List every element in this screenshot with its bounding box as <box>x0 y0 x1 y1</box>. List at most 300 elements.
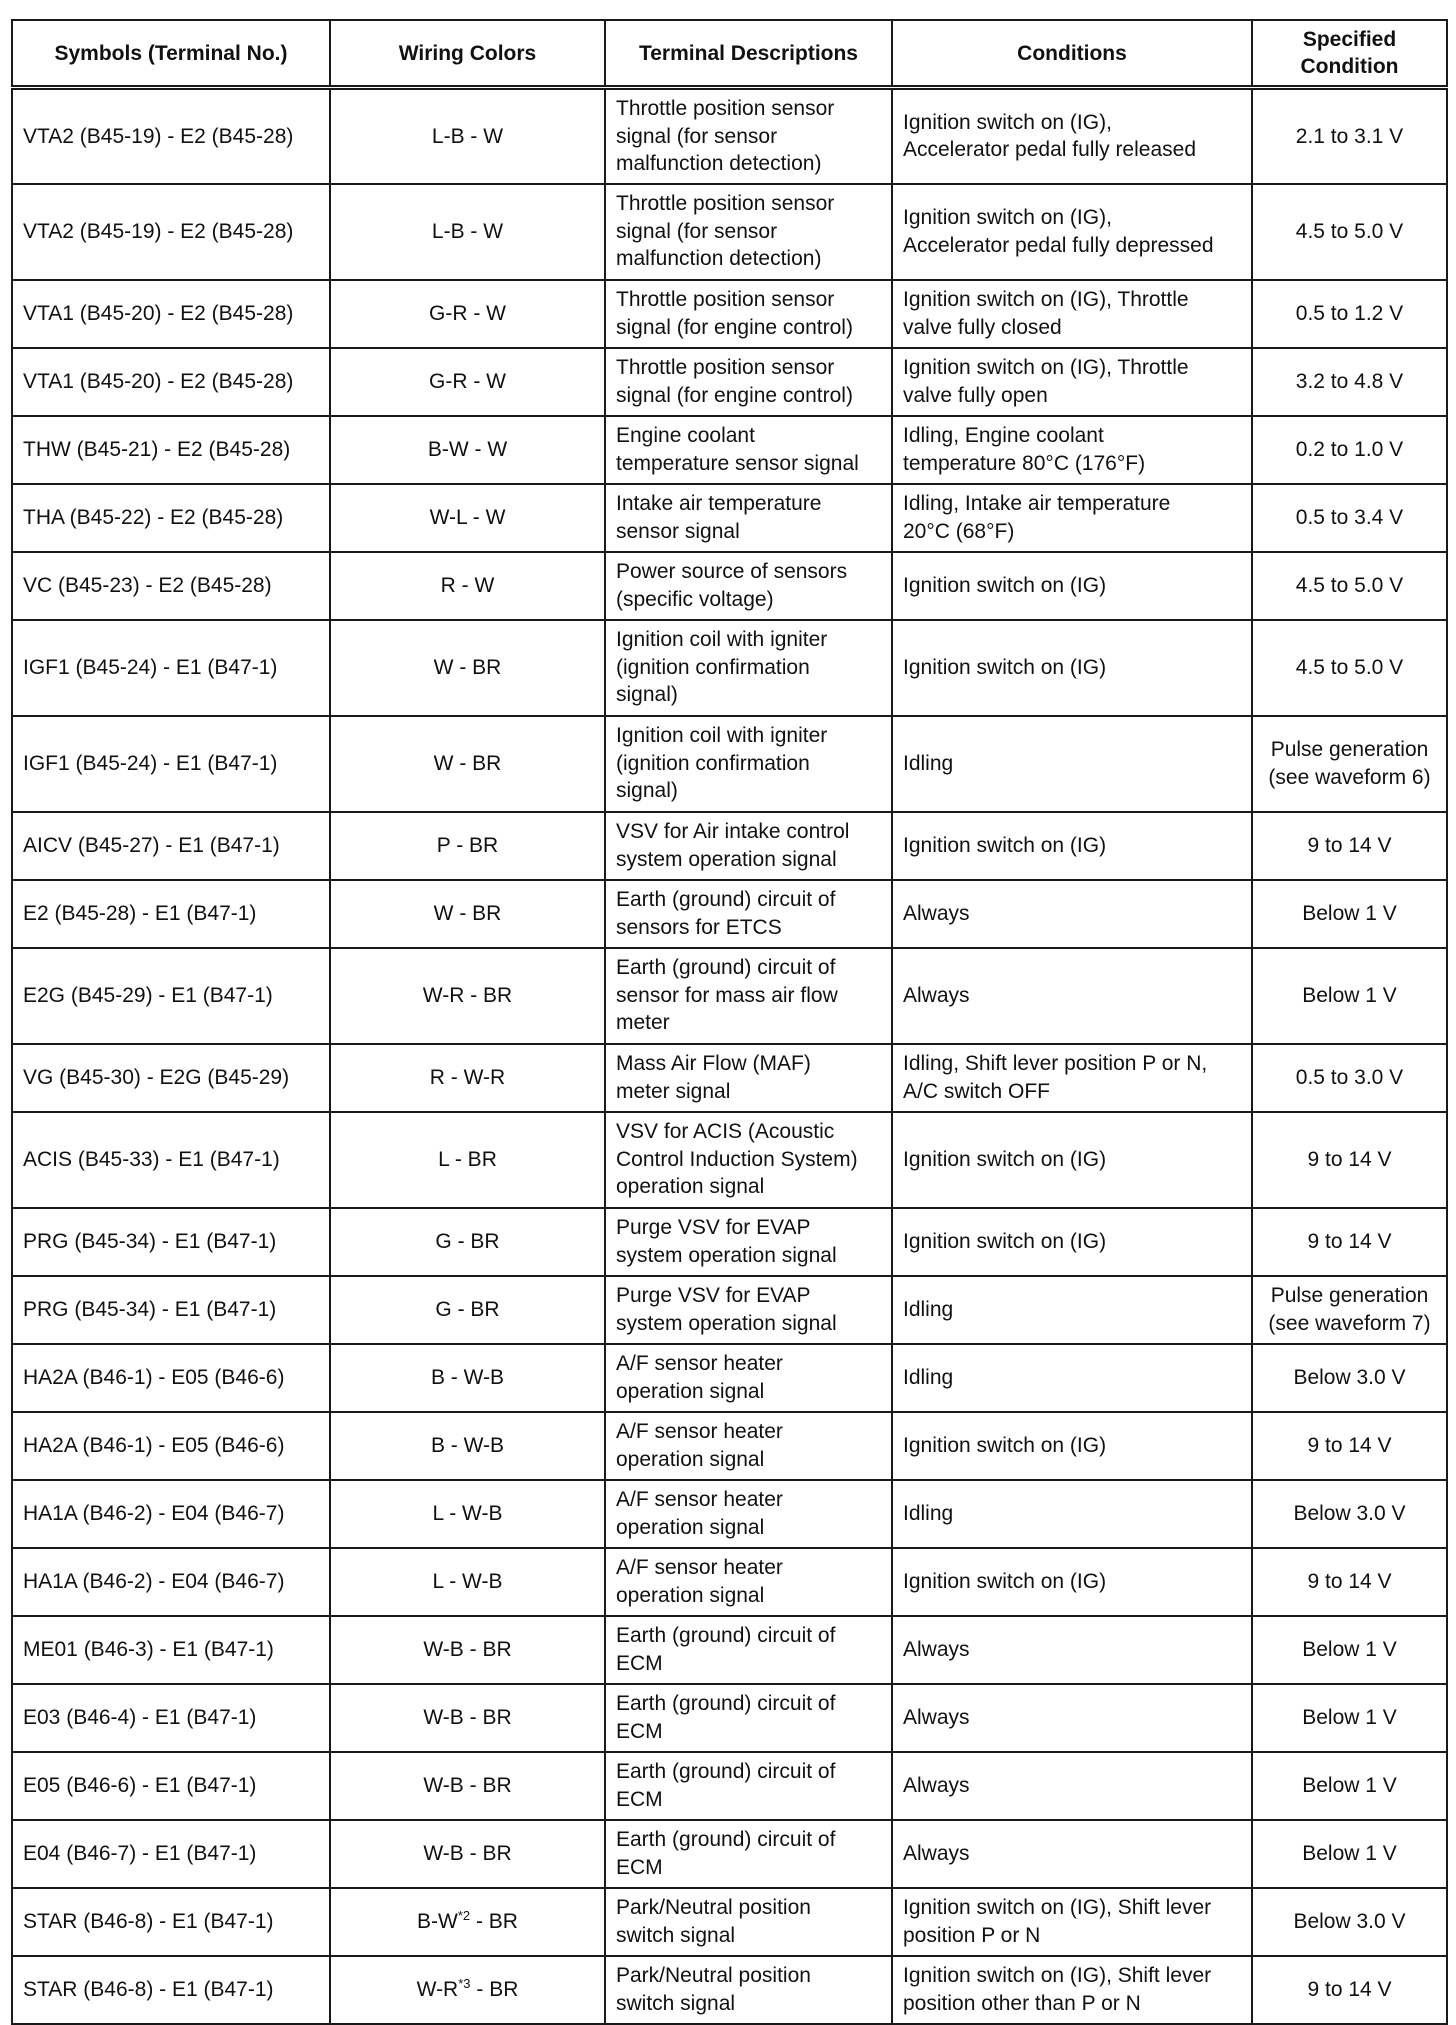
header-terminal-descriptions: Terminal Descriptions <box>605 20 892 88</box>
description-line: Park/Neutral position <box>616 1964 811 1987</box>
cell-condition <box>892 1752 1252 1820</box>
cell-wiring-color <box>330 1820 605 1888</box>
cell-terminal-description <box>605 1888 892 1956</box>
wiring-color-tail: - BR <box>470 1977 519 2001</box>
header-symbols: Symbols (Terminal No.) <box>12 20 330 88</box>
table-row <box>12 1888 1447 1956</box>
cell-wiring-color <box>330 348 605 416</box>
table-row <box>12 280 1447 348</box>
condition-line: Ignition switch on (IG) <box>903 1433 1107 1457</box>
condition-line: temperature 80°C (176°F) <box>903 451 1146 475</box>
cell-wiring-color <box>330 880 605 948</box>
description-line: Earth (ground) circuit of <box>616 1692 836 1715</box>
cell-terminal-description <box>605 1548 892 1616</box>
wiring-color-text: W - BR <box>433 655 502 679</box>
cell-symbol: PRG (B45-34) - E1 (B47-1) <box>12 1276 330 1344</box>
wiring-color-text: B-W <box>417 1909 458 1933</box>
cell-condition <box>892 1344 1252 1412</box>
table-row <box>12 1548 1447 1616</box>
table-row <box>12 1208 1447 1276</box>
cell-wiring-color <box>330 1412 605 1480</box>
cell-condition <box>892 1112 1252 1208</box>
cell-terminal-description <box>605 1480 892 1548</box>
description-line: switch signal <box>616 1991 736 2015</box>
table-row <box>12 880 1447 948</box>
description-line: Engine coolant <box>616 424 755 447</box>
cell-terminal-description <box>605 1276 892 1344</box>
cell-condition <box>892 1820 1252 1888</box>
description-line: signal (for sensor <box>616 124 778 148</box>
cell-terminal-description <box>605 716 892 812</box>
description-line: system operation signal <box>616 1243 837 1267</box>
specified-line: 9 to 14 V <box>1307 833 1392 857</box>
table-row <box>12 416 1447 484</box>
cell-condition <box>892 1044 1252 1112</box>
wiring-color-text: R - W-R <box>429 1065 506 1089</box>
cell-specified-condition <box>1252 716 1447 812</box>
table-header <box>12 20 1447 88</box>
table-row <box>12 716 1447 812</box>
cell-specified-condition <box>1252 552 1447 620</box>
cell-wiring-color <box>330 1752 605 1820</box>
cell-symbol: E05 (B46-6) - E1 (B47-1) <box>12 1752 330 1820</box>
cell-specified-condition <box>1252 1752 1447 1820</box>
wiring-color-text: G-R - W <box>429 301 506 325</box>
cell-wiring-color <box>330 1888 605 1956</box>
cell-symbol: VTA1 (B45-20) - E2 (B45-28) <box>12 348 330 416</box>
description-line: sensor signal <box>616 519 740 543</box>
specified-line: (see waveform 7) <box>1268 1311 1431 1335</box>
specified-line: 0.2 to 1.0 V <box>1295 437 1404 461</box>
cell-specified-condition <box>1252 1888 1447 1956</box>
specified-line: 9 to 14 V <box>1307 1569 1392 1593</box>
wiring-color-text: B-W - W <box>427 437 508 461</box>
description-line: VSV for ACIS (Acoustic <box>616 1120 835 1144</box>
condition-line: Ignition switch on (IG) <box>903 1147 1107 1171</box>
cell-specified-condition <box>1252 1548 1447 1616</box>
table-row <box>12 1616 1447 1684</box>
cell-condition <box>892 948 1252 1044</box>
description-line: Earth (ground) circuit of <box>616 1624 836 1647</box>
cell-condition <box>892 1956 1252 2024</box>
wiring-color-text: W-B - BR <box>423 1773 512 1797</box>
cell-wiring-color <box>330 1480 605 1548</box>
cell-condition <box>892 812 1252 880</box>
cell-specified-condition <box>1252 1044 1447 1112</box>
description-line: ECM <box>616 1719 663 1743</box>
table-row <box>12 1412 1447 1480</box>
cell-symbol: STAR (B46-8) - E1 (B47-1) <box>12 1888 330 1956</box>
wiring-color-text: G-R - W <box>429 369 506 393</box>
condition-line: Ignition switch on (IG) <box>903 833 1107 857</box>
specified-line: Below 1 V <box>1302 1637 1397 1661</box>
cell-symbol: HA1A (B46-2) - E04 (B46-7) <box>12 1548 330 1616</box>
condition-line: Always <box>903 983 970 1007</box>
specified-line: 4.5 to 5.0 V <box>1295 219 1404 243</box>
condition-line: Ignition switch on (IG) <box>903 1569 1107 1593</box>
condition-line: valve fully open <box>903 383 1048 407</box>
description-line: signal (for engine control) <box>616 383 853 407</box>
cell-symbol: VTA2 (B45-19) - E2 (B45-28) <box>12 184 330 280</box>
cell-terminal-description <box>605 1112 892 1208</box>
cell-condition <box>892 88 1252 184</box>
description-line: operation signal <box>616 1515 765 1539</box>
cell-specified-condition <box>1252 348 1447 416</box>
cell-terminal-description <box>605 1820 892 1888</box>
specified-line: Below 1 V <box>1302 901 1397 925</box>
description-line: malfunction detection) <box>616 247 822 271</box>
specified-line: Below 1 V <box>1302 1841 1397 1865</box>
cell-wiring-color <box>330 280 605 348</box>
condition-line: 20°C (68°F) <box>903 519 1015 543</box>
condition-line: Ignition switch on (IG) <box>903 1229 1107 1253</box>
description-line: ECM <box>616 1651 663 1675</box>
cell-terminal-description <box>605 348 892 416</box>
table-row <box>12 1684 1447 1752</box>
cell-symbol: E2 (B45-28) - E1 (B47-1) <box>12 880 330 948</box>
description-line: Ignition coil with igniter <box>616 724 828 748</box>
cell-symbol: AICV (B45-27) - E1 (B47-1) <box>12 812 330 880</box>
specified-line: Pulse generation <box>1270 1284 1429 1307</box>
cell-specified-condition <box>1252 1820 1447 1888</box>
description-line: Earth (ground) circuit of <box>616 888 836 911</box>
cell-symbol: IGF1 (B45-24) - E1 (B47-1) <box>12 716 330 812</box>
table-row <box>12 1752 1447 1820</box>
description-line: (ignition confirmation <box>616 751 810 775</box>
description-line: Throttle position sensor <box>616 192 835 216</box>
description-line: sensor for mass air flow <box>616 983 838 1007</box>
cell-specified-condition <box>1252 1344 1447 1412</box>
description-line: Throttle position sensor <box>616 356 835 379</box>
cell-symbol: STAR (B46-8) - E1 (B47-1) <box>12 1956 330 2024</box>
specified-line: 3.2 to 4.8 V <box>1295 369 1404 393</box>
cell-terminal-description <box>605 484 892 552</box>
description-line: A/F sensor heater <box>616 1420 783 1443</box>
description-line: sensors for ETCS <box>616 915 782 939</box>
cell-wiring-color <box>330 1276 605 1344</box>
cell-specified-condition <box>1252 1616 1447 1684</box>
description-line: signal (for engine control) <box>616 315 853 339</box>
wiring-color-text: R - W <box>440 573 495 597</box>
description-line: signal) <box>616 779 678 803</box>
specified-line: 2.1 to 3.1 V <box>1295 124 1404 148</box>
cell-symbol: VG (B45-30) - E2G (B45-29) <box>12 1044 330 1112</box>
wiring-color-text: B - W-B <box>430 1433 505 1457</box>
condition-line: Idling <box>903 1365 954 1389</box>
description-line: Purge VSV for EVAP <box>616 1216 811 1239</box>
table-row <box>12 1480 1447 1548</box>
description-line: Earth (ground) circuit of <box>616 956 836 980</box>
condition-line: A/C switch OFF <box>903 1079 1051 1103</box>
cell-symbol: THA (B45-22) - E2 (B45-28) <box>12 484 330 552</box>
description-line: operation signal <box>616 1175 765 1199</box>
table-row <box>12 1276 1447 1344</box>
specified-line: Below 1 V <box>1302 1773 1397 1797</box>
cell-specified-condition <box>1252 948 1447 1044</box>
cell-wiring-color <box>330 88 605 184</box>
cell-terminal-description <box>605 1208 892 1276</box>
cell-condition <box>892 880 1252 948</box>
specified-line: Below 3.0 V <box>1293 1501 1406 1525</box>
cell-wiring-color <box>330 716 605 812</box>
terminal-table <box>11 19 1448 2025</box>
specified-line: 9 to 14 V <box>1307 1147 1392 1171</box>
cell-symbol: E04 (B46-7) - E1 (B47-1) <box>12 1820 330 1888</box>
cell-specified-condition <box>1252 280 1447 348</box>
cell-specified-condition <box>1252 1276 1447 1344</box>
cell-condition <box>892 1276 1252 1344</box>
specified-line: (see waveform 6) <box>1268 765 1431 789</box>
header-conditions: Conditions <box>892 20 1252 88</box>
cell-terminal-description <box>605 88 892 184</box>
cell-specified-condition <box>1252 88 1447 184</box>
condition-line: Ignition switch on (IG), Throttle <box>903 288 1189 311</box>
cell-condition <box>892 1412 1252 1480</box>
cell-symbol: E2G (B45-29) - E1 (B47-1) <box>12 948 330 1044</box>
header-specified-condition <box>1252 20 1447 88</box>
cell-specified-condition <box>1252 416 1447 484</box>
description-line: Throttle position sensor <box>616 97 835 120</box>
cell-specified-condition <box>1252 484 1447 552</box>
cell-terminal-description <box>605 1616 892 1684</box>
cell-condition <box>892 620 1252 716</box>
description-line: switch signal <box>616 1923 736 1947</box>
table-row <box>12 88 1447 184</box>
wiring-color-tail: - BR <box>470 1909 518 1933</box>
condition-line: Ignition switch on (IG), Shift lever <box>903 1896 1212 1919</box>
table-row <box>12 812 1447 880</box>
specified-line: Below 1 V <box>1302 983 1397 1007</box>
cell-symbol: HA2A (B46-1) - E05 (B46-6) <box>12 1412 330 1480</box>
condition-line: Idling <box>903 1501 954 1525</box>
cell-terminal-description <box>605 1684 892 1752</box>
cell-condition <box>892 184 1252 280</box>
condition-line: Always <box>903 901 970 925</box>
cell-symbol: THW (B45-21) - E2 (B45-28) <box>12 416 330 484</box>
cell-wiring-color <box>330 184 605 280</box>
description-line: Park/Neutral position <box>616 1896 811 1919</box>
description-line: operation signal <box>616 1379 765 1403</box>
table-row <box>12 620 1447 716</box>
cell-symbol: VC (B45-23) - E2 (B45-28) <box>12 552 330 620</box>
wiring-color-text: W-B - BR <box>423 1637 512 1661</box>
table-row <box>12 948 1447 1044</box>
cell-specified-condition <box>1252 620 1447 716</box>
specified-line: 4.5 to 5.0 V <box>1295 573 1404 597</box>
table-row <box>12 1344 1447 1412</box>
condition-line: Ignition switch on (IG) <box>903 655 1107 679</box>
cell-wiring-color <box>330 1044 605 1112</box>
cell-symbol: VTA1 (B45-20) - E2 (B45-28) <box>12 280 330 348</box>
wiring-color-text: P - BR <box>436 833 499 857</box>
specified-line: 0.5 to 3.4 V <box>1295 505 1404 529</box>
cell-wiring-color <box>330 1208 605 1276</box>
cell-symbol: HA2A (B46-1) - E05 (B46-6) <box>12 1344 330 1412</box>
wiring-footnote-marker: *2 <box>457 1907 471 1923</box>
wiring-color-text: W-B - BR <box>423 1841 512 1865</box>
description-line: signal (for sensor <box>616 219 778 243</box>
wiring-color-text: B - W-B <box>430 1365 505 1389</box>
header-specified-line1: Specified <box>1302 28 1397 51</box>
cell-condition <box>892 716 1252 812</box>
description-line: ECM <box>616 1787 663 1811</box>
cell-condition <box>892 1208 1252 1276</box>
condition-line: Always <box>903 1841 970 1865</box>
table-row <box>12 1044 1447 1112</box>
cell-wiring-color <box>330 812 605 880</box>
cell-symbol: PRG (B45-34) - E1 (B47-1) <box>12 1208 330 1276</box>
cell-specified-condition <box>1252 880 1447 948</box>
condition-line: Idling, Intake air temperature <box>903 492 1171 515</box>
description-line: Throttle position sensor <box>616 288 835 311</box>
cell-specified-condition <box>1252 1684 1447 1752</box>
wiring-color-text: L-B - W <box>431 124 504 148</box>
condition-line: valve fully closed <box>903 315 1062 339</box>
description-line: system operation signal <box>616 847 837 871</box>
condition-line: position P or N <box>903 1923 1041 1947</box>
specified-line: 9 to 14 V <box>1307 1977 1392 2001</box>
description-line: Mass Air Flow (MAF) <box>616 1052 811 1075</box>
description-line: system operation signal <box>616 1311 837 1335</box>
specified-line: Pulse generation <box>1270 738 1429 761</box>
description-line: meter <box>616 1011 670 1035</box>
table-body <box>12 88 1447 2024</box>
wiring-color-text: W-B - BR <box>423 1705 512 1729</box>
cell-terminal-description <box>605 880 892 948</box>
condition-line: Idling, Engine coolant <box>903 424 1104 447</box>
cell-specified-condition <box>1252 184 1447 280</box>
cell-wiring-color <box>330 1548 605 1616</box>
condition-line: Ignition switch on (IG), Throttle <box>903 356 1189 379</box>
cell-condition <box>892 348 1252 416</box>
cell-terminal-description <box>605 812 892 880</box>
cell-terminal-description <box>605 1412 892 1480</box>
description-line: meter signal <box>616 1079 731 1103</box>
condition-line: Ignition switch on (IG), <box>903 110 1112 134</box>
description-line: malfunction detection) <box>616 152 822 175</box>
cell-wiring-color <box>330 1616 605 1684</box>
header-specified-line2: Condition <box>1300 55 1399 78</box>
condition-line: Ignition switch on (IG) <box>903 573 1107 597</box>
cell-terminal-description <box>605 184 892 280</box>
cell-wiring-color <box>330 416 605 484</box>
specified-line: Below 3.0 V <box>1293 1365 1406 1389</box>
cell-terminal-description <box>605 1752 892 1820</box>
specified-line: 9 to 14 V <box>1307 1229 1392 1253</box>
table-row <box>12 552 1447 620</box>
condition-line: Accelerator pedal fully released <box>903 138 1196 162</box>
description-line: Intake air temperature <box>616 492 822 515</box>
cell-specified-condition <box>1252 1480 1447 1548</box>
description-line: (specific voltage) <box>616 587 774 611</box>
cell-condition <box>892 552 1252 620</box>
description-line: Purge VSV for EVAP <box>616 1284 811 1307</box>
cell-specified-condition <box>1252 1208 1447 1276</box>
description-line: operation signal <box>616 1583 765 1607</box>
wiring-color-text: W - BR <box>433 901 502 925</box>
table-row <box>12 184 1447 280</box>
wiring-color-text: G - BR <box>435 1229 500 1253</box>
cell-wiring-color <box>330 1956 605 2024</box>
cell-condition <box>892 1684 1252 1752</box>
condition-line: Always <box>903 1773 970 1797</box>
condition-line: position other than P or N <box>903 1991 1141 2015</box>
specified-line: 9 to 14 V <box>1307 1433 1392 1457</box>
cell-terminal-description <box>605 416 892 484</box>
specified-line: 0.5 to 1.2 V <box>1295 301 1404 325</box>
wiring-color-text: L - BR <box>438 1147 497 1171</box>
table-row <box>12 1112 1447 1208</box>
wiring-color-text: W-R - BR <box>422 983 513 1007</box>
cell-wiring-color <box>330 1344 605 1412</box>
description-line: temperature sensor signal <box>616 451 859 475</box>
cell-condition <box>892 416 1252 484</box>
description-line: A/F sensor heater <box>616 1488 783 1511</box>
cell-symbol: IGF1 (B45-24) - E1 (B47-1) <box>12 620 330 716</box>
cell-terminal-description <box>605 280 892 348</box>
cell-condition <box>892 280 1252 348</box>
cell-specified-condition <box>1252 812 1447 880</box>
table-row <box>12 1820 1447 1888</box>
condition-line: Accelerator pedal fully depressed <box>903 233 1214 257</box>
cell-terminal-description <box>605 620 892 716</box>
description-line: operation signal <box>616 1447 765 1471</box>
cell-condition <box>892 1888 1252 1956</box>
description-line: (ignition confirmation <box>616 655 810 679</box>
condition-line: Idling, Shift lever position P or N, <box>903 1052 1208 1075</box>
cell-symbol: HA1A (B46-2) - E04 (B46-7) <box>12 1480 330 1548</box>
table-row <box>12 348 1447 416</box>
condition-line: Idling <box>903 1297 954 1321</box>
wiring-color-text: W-L - W <box>429 505 506 529</box>
description-line: Power source of sensors <box>616 560 848 583</box>
cell-condition <box>892 484 1252 552</box>
description-line: ECM <box>616 1855 663 1879</box>
wiring-color-text: L-B - W <box>431 219 504 243</box>
cell-specified-condition <box>1252 1956 1447 2024</box>
cell-terminal-description <box>605 552 892 620</box>
cell-wiring-color <box>330 484 605 552</box>
cell-symbol: ACIS (B45-33) - E1 (B47-1) <box>12 1112 330 1208</box>
cell-terminal-description <box>605 1044 892 1112</box>
cell-wiring-color <box>330 948 605 1044</box>
wiring-color-text: W-R <box>416 1977 459 2001</box>
cell-specified-condition <box>1252 1112 1447 1208</box>
table-row <box>12 1956 1447 2024</box>
cell-terminal-description <box>605 1956 892 2024</box>
condition-line: Ignition switch on (IG), <box>903 206 1112 229</box>
wiring-color-text: W - BR <box>433 751 502 775</box>
cell-wiring-color <box>330 1112 605 1208</box>
wiring-color-text: L - W-B <box>432 1501 503 1525</box>
cell-terminal-description <box>605 948 892 1044</box>
condition-line: Idling <box>903 751 954 775</box>
wiring-color-text: L - W-B <box>432 1569 503 1593</box>
description-line: A/F sensor heater <box>616 1556 783 1579</box>
specified-line: Below 1 V <box>1302 1705 1397 1729</box>
cell-condition <box>892 1480 1252 1548</box>
wiring-color-text: G - BR <box>435 1297 500 1321</box>
cell-wiring-color <box>330 552 605 620</box>
specified-line: 0.5 to 3.0 V <box>1295 1065 1404 1089</box>
cell-condition <box>892 1616 1252 1684</box>
cell-wiring-color <box>330 1684 605 1752</box>
description-line: signal) <box>616 683 678 707</box>
specified-line: Below 3.0 V <box>1293 1909 1406 1933</box>
description-line: A/F sensor heater <box>616 1352 783 1375</box>
cell-terminal-description <box>605 1344 892 1412</box>
cell-symbol: E03 (B46-4) - E1 (B47-1) <box>12 1684 330 1752</box>
